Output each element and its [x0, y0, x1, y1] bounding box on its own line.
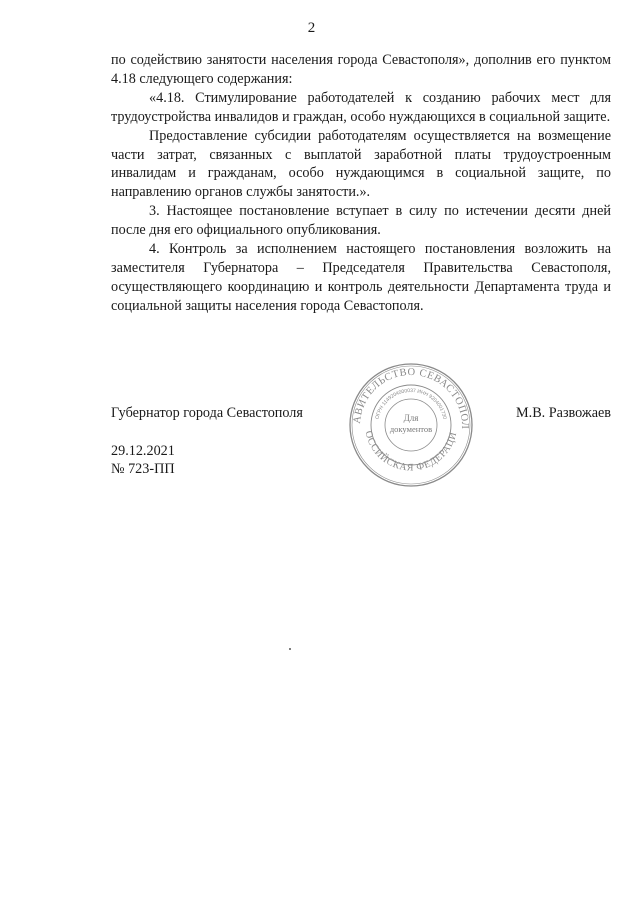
- paragraph-subsidy: Предоставление субсидии работодателям осуществляется на возмещение части затрат, связанных с выплатой заработной платы трудоустроенным инвалидам и гражданам, особо нуждающимся в социальной защите, по направлению органов службы занятости.».: [111, 127, 611, 201]
- signatory-title: Губернатор города Севастополя: [111, 405, 303, 421]
- paragraph-item-4: 4. Контроль за исполнением настоящего постановления возложить на заместителя Губернатора – Председателя Правительства Севастополя, осуществляющего координацию и контроль деятельности Департамента труда и социальной защиты населения города Севастополя.: [111, 241, 611, 314]
- official-seal-stamp: [346, 360, 476, 490]
- seal-inner-text: ОГРН 1149204000037 ИНН 9204001730: [374, 387, 448, 420]
- seal-outer-text-bottom: ОССИЙСКАЯ ФЕДЕРАЦИ: [362, 429, 460, 474]
- seal-outer-text: АВИТЕЛЬСТВО СЕВАСТОПОЛ: [351, 366, 471, 430]
- document-body: [111, 51, 611, 316]
- document-number: № 723-ПП: [111, 461, 175, 477]
- signatory-name: М.В. Развожаев: [516, 405, 611, 421]
- paragraph-item-4-18: «4.18. Стимулирование работодателей к созданию рабочих мест для трудоустройства инвалидов и граждан, особо нуждающихся в социальной защите.: [111, 89, 611, 125]
- document-date: 29.12.2021: [111, 443, 175, 459]
- seal-center-line-1: Для: [403, 413, 419, 423]
- page-number: 2: [307, 20, 316, 36]
- scan-artifact-dot: [289, 648, 291, 650]
- paragraph-continuation: по содействию занятости населения города Севастополя», дополнив его пунктом 4.18 следующего содержания:: [111, 52, 611, 87]
- seal-center-line-2: документов: [389, 424, 433, 434]
- paragraph-item-3: 3. Настоящее постановление вступает в силу по истечении десяти дней после дня его официального опубликования.: [111, 203, 611, 239]
